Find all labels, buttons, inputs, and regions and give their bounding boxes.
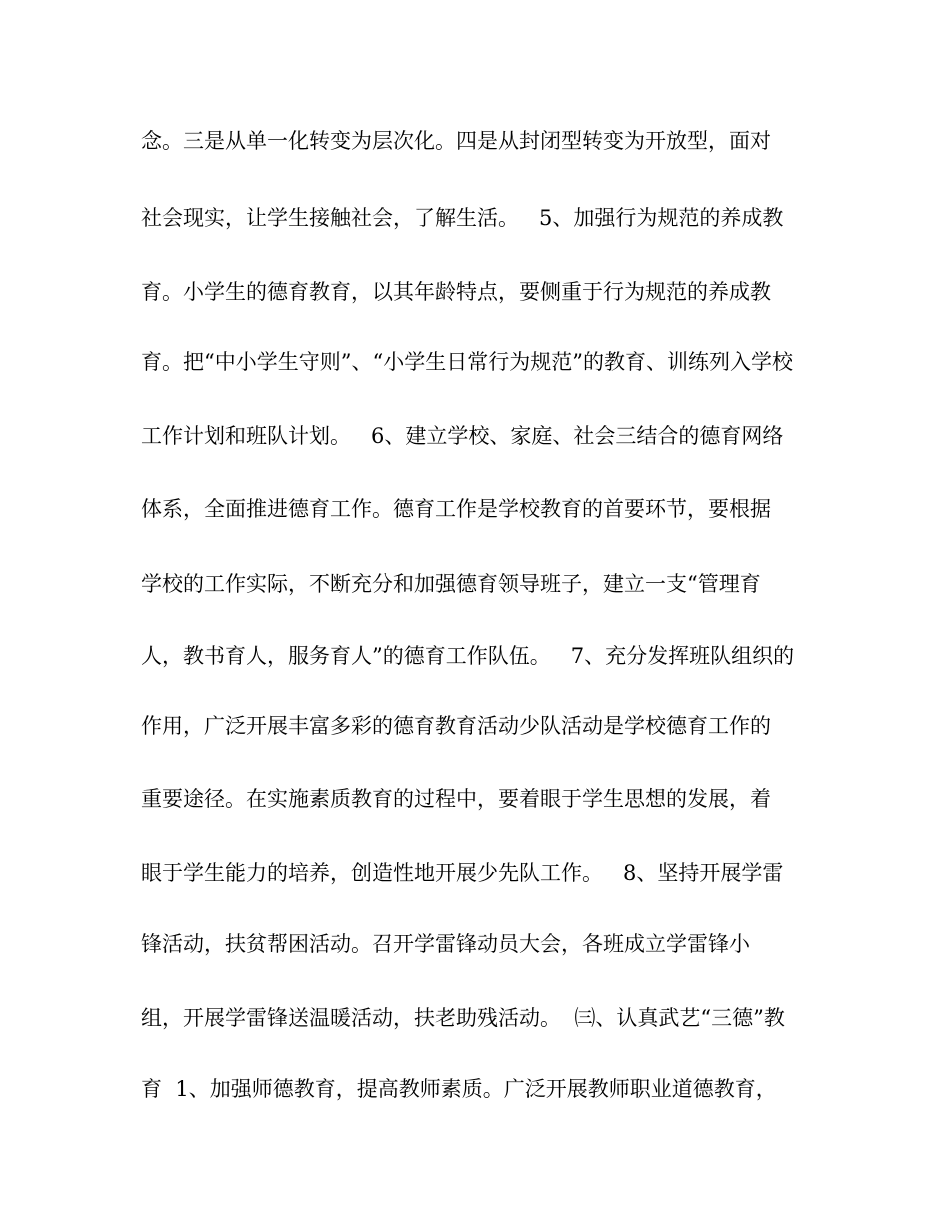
text-line: 组，开展学雷锋送温暖活动，扶老助残活动。 ㈢、认真武艺“三德”教 — [141, 1006, 785, 1030]
text-line: 重要途径。在实施素质教育的过程中，要着眼于学生思想的发展，着 — [141, 787, 771, 811]
text-line: 作用，广泛开展丰富多彩的德育教育活动少队活动是学校德育工作的 — [141, 714, 771, 738]
text-line: 人，教书育人，服务育人”的德育工作队伍。 7、充分发挥班队组织的 — [141, 644, 795, 668]
text-line: 念。三是从单一化转变为层次化。四是从封闭型转变为开放型，面对 — [141, 129, 771, 153]
text-line: 眼于学生能力的培养，创造性地开展少先队工作。 8、坚持开展学雷 — [141, 861, 784, 885]
text-line: 育 1、加强师德教育，提高教师素质。广泛开展教师职业道德教育， — [141, 1077, 777, 1101]
text-line: 学校的工作实际，不断充分和加强德育领导班子，建立一支“管理育 — [141, 572, 761, 596]
text-line: 社会现实，让学生接触社会，了解生活。 5、加强行为规范的养成教 — [141, 206, 784, 230]
text-line: 工作计划和班队计划。 6、建立学校、家庭、社会三结合的德育网络 — [141, 424, 784, 448]
text-line: 育。把“中小学生守则”、“小学生日常行为规范”的教育、训练列入学校 — [141, 350, 793, 374]
text-line: 体系，全面推进德育工作。德育工作是学校教育的首要环节，要根据 — [141, 497, 771, 521]
text-line: 育。小学生的德育教育，以其年龄特点，要侧重于行为规范的养成教 — [141, 280, 771, 304]
text-line: 锋活动，扶贫帮困活动。召开学雷锋动员大会，各班成立学雷锋小 — [141, 932, 750, 956]
